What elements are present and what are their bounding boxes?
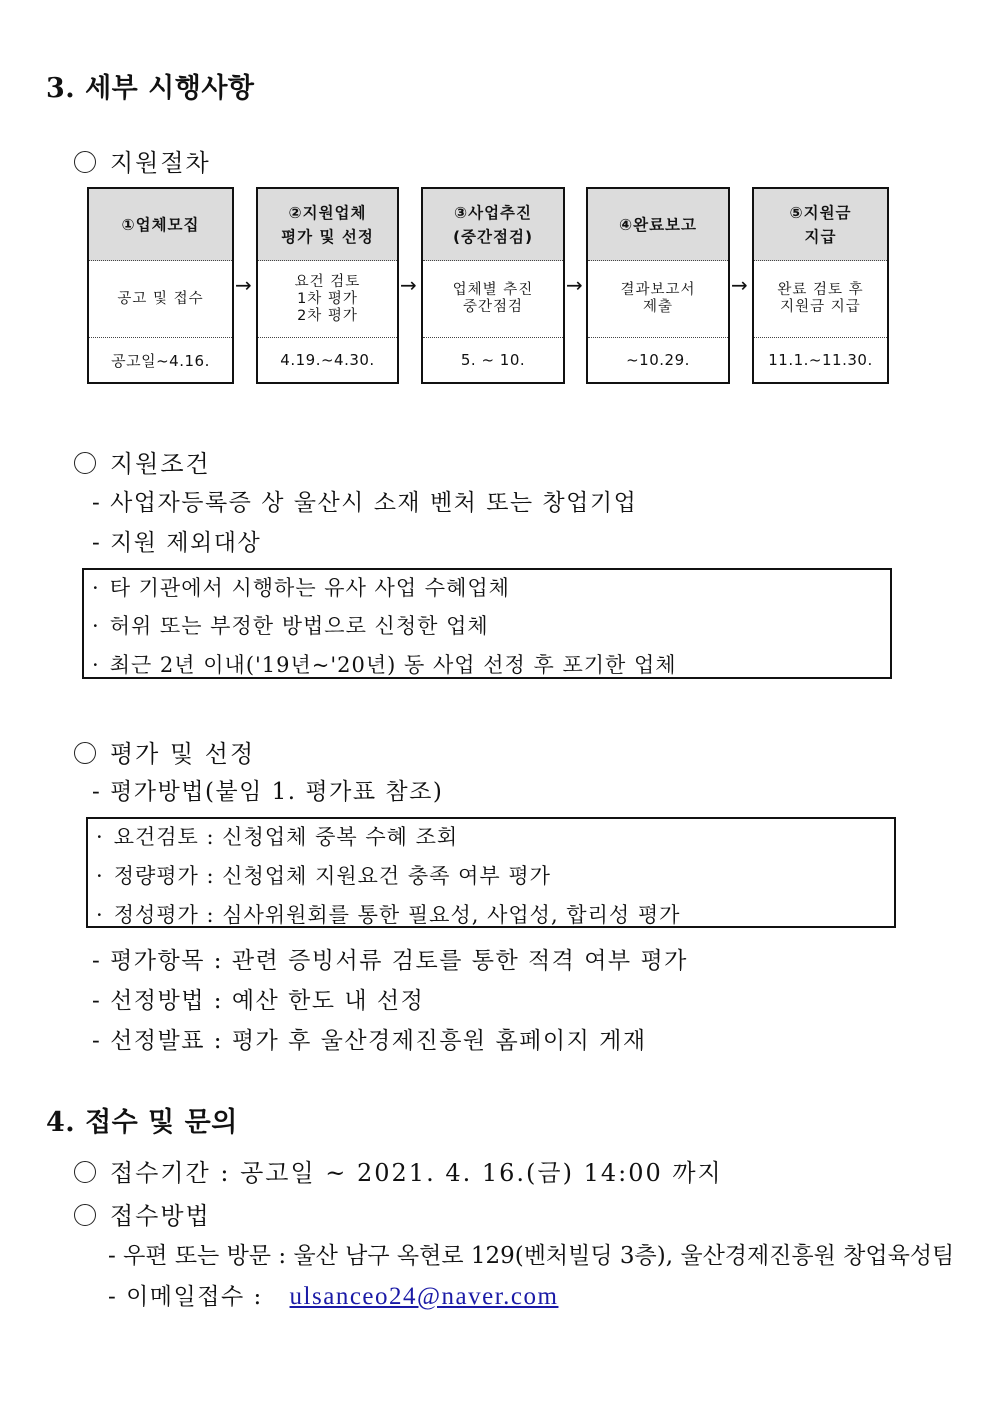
reception-mail: - 우편 또는 방문 : 울산 남구 옥현로 129(벤처빌딩 3층), 울산경제진흥원 창업육성팀 — [108, 1243, 955, 1269]
step-2 — [256, 187, 399, 384]
email-link[interactable]: ulsanceo24@naver.com — [289, 1283, 559, 1310]
circle-bullet-icon — [74, 452, 96, 474]
step-3-title: ③사업추진 (중간점검) — [423, 189, 563, 261]
section-4-title: 4. 접수 및 문의 — [46, 1107, 238, 1138]
conditions-line-2: - 지원 제외대상 — [92, 530, 262, 556]
evaluation-method: - 평가방법(붙임 1. 평가표 참조) — [92, 779, 444, 805]
criteria-item: · 정성평가 : 심사위원회를 통한 필요성, 사업성, 합리성 평가 — [96, 903, 681, 927]
criteria-item: · 요건검토 : 신청업체 중복 수혜 조회 — [96, 825, 459, 849]
step-1-period: 공고일~4.16. — [111, 351, 210, 370]
arrow-icon: → — [566, 273, 583, 297]
step-4-period: ~10.29. — [626, 351, 690, 369]
circle-bullet-icon — [74, 742, 96, 764]
step-4-task: 결과보고서 제출 — [588, 261, 728, 338]
section-3-title: 3. 세부 시행사항 — [46, 73, 255, 104]
arrow-icon: → — [731, 273, 748, 297]
step-1-task: 공고 및 접수 — [89, 261, 232, 338]
step-5-period: 11.1.~11.30. — [768, 351, 873, 369]
step-5-title: ⑤지원금 지급 — [754, 189, 887, 261]
step-2-title: ②지원업체 평가 및 선정 — [258, 189, 397, 261]
reception-period: 접수기간 : 공고일 ~ 2021. 4. 16.(금) 14:00 까지 — [74, 1153, 723, 1188]
exclusions-box — [82, 568, 892, 679]
criteria-box — [86, 817, 896, 928]
step-4-title: ④완료보고 — [588, 189, 728, 261]
step-3-task: 업체별 추진 중간점검 — [423, 261, 563, 338]
circle-bullet-icon — [74, 1161, 96, 1183]
reception-email-row — [108, 1278, 558, 1311]
exclusion-item: · 타 기관에서 시행하는 유사 사업 수혜업체 — [92, 576, 510, 600]
evaluation-heading: 평가 및 선정 — [74, 734, 255, 769]
exclusion-item: · 최근 2년 이내('19년~'20년) 동 사업 선정 후 포기한 업체 — [92, 653, 677, 677]
reception-method-heading: 접수방법 — [74, 1196, 211, 1231]
selection-announcement: - 선정발표 : 평가 후 울산경제진흥원 홈페이지 게재 — [92, 1028, 647, 1054]
step-4 — [586, 187, 730, 384]
step-5 — [752, 187, 889, 384]
selection-method: - 선정방법 : 예산 한도 내 선정 — [92, 988, 425, 1014]
evaluation-items: - 평가항목 : 관련 증빙서류 검토를 통한 적격 여부 평가 — [92, 948, 688, 974]
criteria-item: · 정량평가 : 신청업체 지원요건 충족 여부 평가 — [96, 864, 551, 888]
email-label: - 이메일접수 : — [108, 1284, 263, 1310]
step-3-period: 5. ~ 10. — [460, 351, 526, 369]
step-1-title: ①업체모집 — [89, 189, 232, 261]
conditions-heading: 지원조건 — [74, 444, 211, 479]
step-1 — [87, 187, 234, 384]
circle-bullet-icon — [74, 151, 96, 173]
arrow-icon: → — [400, 273, 417, 297]
arrow-icon: → — [235, 273, 252, 297]
step-5-task: 완료 검토 후 지원금 지급 — [754, 261, 887, 338]
conditions-line-1: - 사업자등록증 상 울산시 소재 벤처 또는 창업기업 — [92, 490, 638, 516]
circle-bullet-icon — [74, 1204, 96, 1226]
procedure-heading: 지원절차 — [74, 143, 211, 178]
exclusion-item: · 허위 또는 부정한 방법으로 신청한 업체 — [92, 614, 489, 638]
step-2-task: 요건 검토 1차 평가 2차 평가 — [258, 261, 397, 338]
step-2-period: 4.19.~4.30. — [280, 351, 375, 369]
step-3 — [421, 187, 565, 384]
